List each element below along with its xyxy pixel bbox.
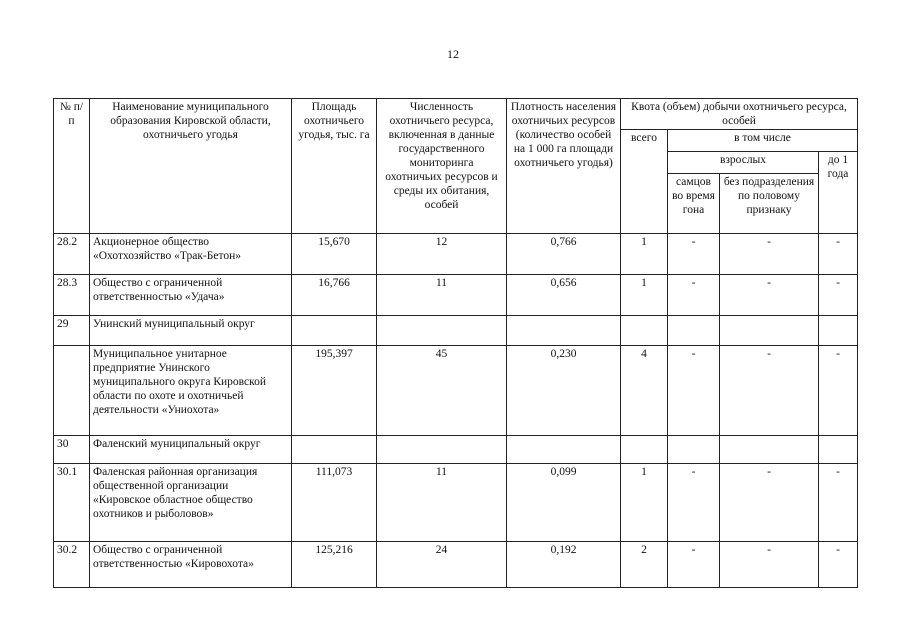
row-area: 16,766 bbox=[292, 275, 377, 316]
row-num: 29 bbox=[54, 316, 90, 346]
header-quota: Квота (объем) добычи охотничьего ресурса, особей bbox=[621, 99, 858, 130]
row-name: Муниципальное унитарное предприятие Унинского муниципального округа Кировской области по охоте и охотничьей деятельности «Униохота» bbox=[90, 346, 292, 436]
row-total: 1 bbox=[621, 275, 668, 316]
table-row bbox=[54, 275, 858, 316]
row-name: Акционерное общество «Охотхозяйство «Трак-Бетон» bbox=[90, 234, 292, 275]
row-under1: - bbox=[819, 346, 858, 436]
row-num: 28.3 bbox=[54, 275, 90, 316]
row-total bbox=[621, 316, 668, 346]
header-under1: до 1 года bbox=[819, 152, 858, 234]
row-count bbox=[377, 316, 507, 346]
row-num: 28.2 bbox=[54, 234, 90, 275]
row-count: 12 bbox=[377, 234, 507, 275]
row-nosex bbox=[720, 436, 819, 464]
row-males bbox=[668, 316, 720, 346]
row-num bbox=[54, 346, 90, 436]
row-count: 11 bbox=[377, 275, 507, 316]
row-nosex: - bbox=[720, 464, 819, 542]
row-density: 0,656 bbox=[507, 275, 621, 316]
header-adults: взрослых bbox=[668, 152, 819, 174]
table-row bbox=[54, 316, 858, 346]
row-total: 1 bbox=[621, 464, 668, 542]
row-under1: - bbox=[819, 542, 858, 588]
row-area: 195,397 bbox=[292, 346, 377, 436]
header-row-1 bbox=[54, 99, 858, 130]
table-row bbox=[54, 464, 858, 542]
row-nosex bbox=[720, 316, 819, 346]
header-males: самцов во время гона bbox=[668, 174, 720, 234]
table-row bbox=[54, 234, 858, 275]
row-males: - bbox=[668, 542, 720, 588]
row-name: Унинский муниципальный округ bbox=[90, 316, 292, 346]
row-under1: - bbox=[819, 234, 858, 275]
row-under1 bbox=[819, 316, 858, 346]
row-nosex: - bbox=[720, 346, 819, 436]
row-total bbox=[621, 436, 668, 464]
row-nosex: - bbox=[720, 234, 819, 275]
row-density: 0,192 bbox=[507, 542, 621, 588]
header-nosex: без подразделения по половому признаку bbox=[720, 174, 819, 234]
row-area: 111,073 bbox=[292, 464, 377, 542]
row-name: Общество с ограниченной ответственностью «Кировохота» bbox=[90, 542, 292, 588]
row-num: 30.1 bbox=[54, 464, 90, 542]
row-males bbox=[668, 436, 720, 464]
row-total: 2 bbox=[621, 542, 668, 588]
table-row bbox=[54, 346, 858, 436]
row-name: Фаленская районная организация общественной организации «Кировское областное общество охотников и рыболовов» bbox=[90, 464, 292, 542]
row-nosex: - bbox=[720, 542, 819, 588]
hunting-quota-table bbox=[53, 98, 858, 588]
row-males: - bbox=[668, 346, 720, 436]
row-count: 45 bbox=[377, 346, 507, 436]
table-row bbox=[54, 436, 858, 464]
row-area bbox=[292, 436, 377, 464]
row-density: 0,099 bbox=[507, 464, 621, 542]
row-nosex: - bbox=[720, 275, 819, 316]
page-number: 12 bbox=[447, 47, 459, 61]
row-area: 125,216 bbox=[292, 542, 377, 588]
row-males: - bbox=[668, 275, 720, 316]
header-density: Плотность населения охотничьих ресурсов (количество особей на 1 000 га площади охотничьего угодья) bbox=[507, 99, 621, 234]
row-total: 1 bbox=[621, 234, 668, 275]
row-name: Фаленский муниципальный округ bbox=[90, 436, 292, 464]
row-density bbox=[507, 316, 621, 346]
header-area: Площадь охотничьего угодья, тыс. га bbox=[292, 99, 377, 234]
table-row bbox=[54, 542, 858, 588]
header-num: № п/п bbox=[54, 99, 90, 234]
row-density: 0,230 bbox=[507, 346, 621, 436]
row-count: 24 bbox=[377, 542, 507, 588]
row-num: 30.2 bbox=[54, 542, 90, 588]
row-under1 bbox=[819, 436, 858, 464]
row-density bbox=[507, 436, 621, 464]
header-count: Численность охотничьего ресурса, включенная в данные государственного мониторинга охотничьих ресурсов и среды их обитания, особей bbox=[377, 99, 507, 234]
row-males: - bbox=[668, 234, 720, 275]
row-under1: - bbox=[819, 464, 858, 542]
row-count: 11 bbox=[377, 464, 507, 542]
row-density: 0,766 bbox=[507, 234, 621, 275]
row-area bbox=[292, 316, 377, 346]
header-total: всего bbox=[621, 130, 668, 234]
row-name: Общество с ограниченной ответственностью «Удача» bbox=[90, 275, 292, 316]
row-count bbox=[377, 436, 507, 464]
row-under1: - bbox=[819, 275, 858, 316]
row-area: 15,670 bbox=[292, 234, 377, 275]
row-num: 30 bbox=[54, 436, 90, 464]
row-total: 4 bbox=[621, 346, 668, 436]
header-name: Наименование муниципального образования Кировской области, охотничьего угодья bbox=[90, 99, 292, 234]
header-including: в том числе bbox=[668, 130, 858, 152]
row-males: - bbox=[668, 464, 720, 542]
